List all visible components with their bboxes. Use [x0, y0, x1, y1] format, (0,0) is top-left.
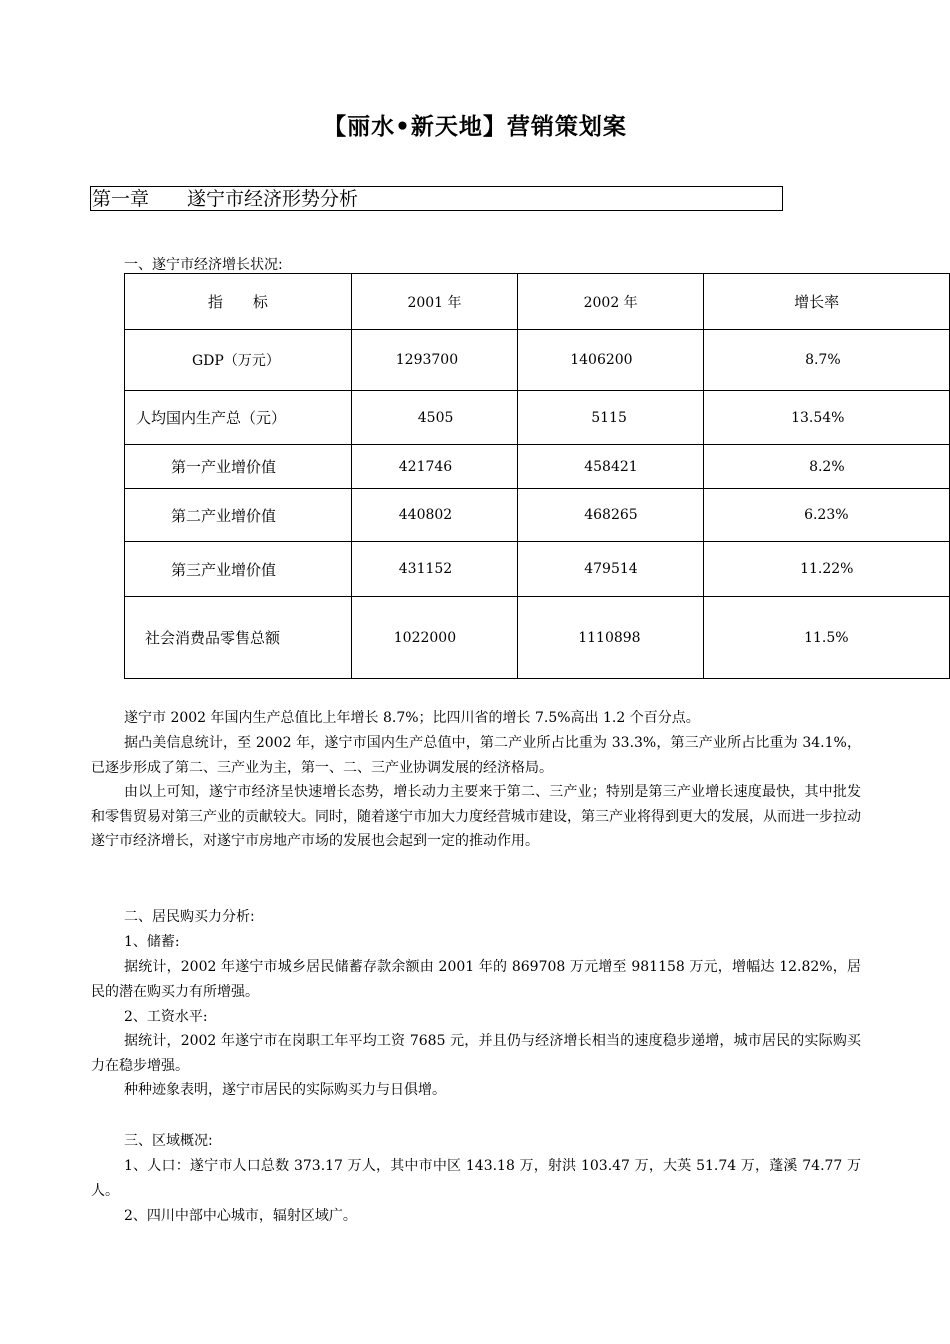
row-value-2001: 1293700 [351, 330, 517, 391]
row-value-2001: 1022000 [351, 597, 517, 679]
row-growth-rate: 11.22% [704, 542, 950, 597]
subheading-wages: 2、工资水平: [124, 1009, 208, 1025]
paragraph-gdp-growth: 遂宁市 2002 年国内生产总值比上年增长 8.7%；比四川省的增长 7.5%高出 1.2 个百分点。 [124, 710, 700, 726]
document-title: 【丽水•新天地】营销策划案 [323, 114, 627, 140]
header-growth-rate: 增长率 [704, 274, 950, 330]
paragraph-savings: 据统计，2002 年遂宁市城乡居民储蓄存款余额由 2001 年的 869708 万元增至 981158 万元，增幅达 12.82%，居民的潜在购买力有所增强。 [91, 959, 861, 1000]
table-row [125, 489, 950, 542]
row-growth-rate: 13.54% [704, 391, 950, 445]
table-row [125, 542, 950, 597]
header-indicator: 指 标 [125, 274, 352, 330]
row-growth-rate: 8.2% [704, 445, 950, 489]
paragraph-industry-share: 据凸美信息统计，至 2002 年，遂宁市国内生产总值中，第二产业所占比重为 33.3%，第三产业所占比重为 34.1%，已逐步形成了第二、三产业为主，第一、二、三产业协调发展的经济格局。 [91, 735, 861, 776]
header-2001: 2001 年 [351, 274, 517, 330]
header-2002: 2002 年 [518, 274, 704, 330]
table-row [125, 391, 950, 445]
table-row [125, 597, 950, 679]
row-growth-rate: 11.5% [704, 597, 950, 679]
row-value-2002: 1110898 [518, 597, 704, 679]
paragraph-wages: 据统计，2002 年遂宁市在岗职工年平均工资 7685 元，并且仍与经济增长相当的速度稳步递增，城市居民的实际购买力在稳步增强。 [91, 1033, 861, 1074]
row-label: 第一产业增价值 [125, 445, 352, 489]
table-header-row [125, 274, 950, 330]
row-value-2001: 440802 [351, 489, 517, 542]
section-2-heading: 二、居民购买力分析: [124, 909, 255, 925]
subheading-savings: 1、储蓄: [124, 934, 180, 950]
row-value-2002: 479514 [518, 542, 704, 597]
row-label: 社会消费品零售总额 [125, 597, 352, 679]
row-growth-rate: 8.7% [704, 330, 950, 391]
chapter-heading [90, 186, 783, 211]
row-value-2001: 421746 [351, 445, 517, 489]
table-row [125, 330, 950, 391]
paragraph-conclusion: 由以上可知，遂宁市经济呈快速增长态势，增长动力主要来于第二、三产业；特别是第三产业增长速度最快，其中批发和零售贸易对第三产业的贡献较大。同时，随着遂宁市加大力度经营城市建设，第三产业将得到更大的发展，从而进一步拉动遂宁市经济增长，对遂宁市房地产市场的发展也会起到一定的推动作用。 [91, 784, 861, 849]
row-value-2002: 5115 [518, 391, 704, 445]
row-label: 第二产业增价值 [125, 489, 352, 542]
paragraph-population: 1、人口：遂宁市人口总数 373.17 万人，其中市中区 143.18 万，射洪 103.47 万，大英 51.74 万，蓬溪 74.77 万人。 [91, 1158, 861, 1199]
row-value-2002: 1406200 [518, 330, 704, 391]
table-row [125, 445, 950, 489]
paragraph-central-city: 2、四川中部中心城市，辐射区域广。 [124, 1208, 357, 1224]
row-label: 第三产业增价值 [125, 542, 352, 597]
row-value-2002: 468265 [518, 489, 704, 542]
row-value-2001: 4505 [351, 391, 517, 445]
section-3-heading: 三、区域概况: [124, 1133, 213, 1149]
chapter-number: 第一章 [92, 188, 150, 210]
row-label: 人均国内生产总（元） [125, 391, 352, 445]
economic-growth-table [124, 273, 950, 679]
row-value-2002: 458421 [518, 445, 704, 489]
row-value-2001: 431152 [351, 542, 517, 597]
section-1-heading: 一、遂宁市经济增长状况: [124, 257, 283, 273]
chapter-name: 遂宁市经济形势分析 [187, 188, 359, 210]
row-growth-rate: 6.23% [704, 489, 950, 542]
paragraph-purchasing-power: 种种迹象表明，遂宁市居民的实际购买力与日俱增。 [124, 1082, 446, 1098]
row-label: GDP（万元） [125, 330, 352, 391]
